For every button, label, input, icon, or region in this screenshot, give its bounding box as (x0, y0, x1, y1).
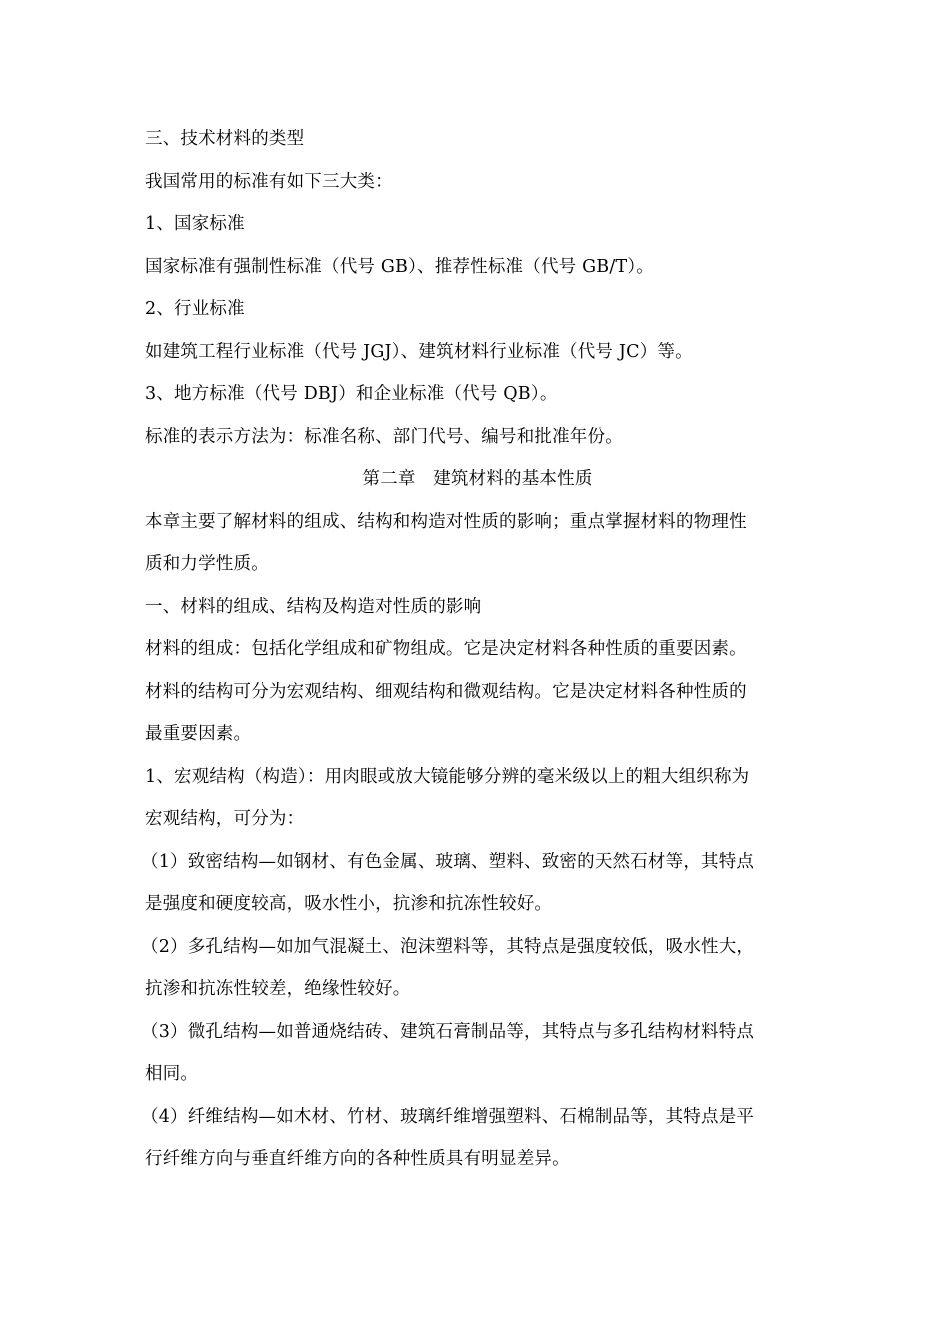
list-item-line: （4）纤维结构—如木材、竹材、玻璃纤维增强塑料、石棉制品等，其特点是平 (141, 1106, 755, 1127)
section-heading: 一、材料的组成、结构及构造对性质的影响 (145, 596, 482, 617)
paragraph-line: 材料的结构可分为宏观结构、细观结构和微观结构。它是决定材料各种性质的 (145, 681, 747, 702)
paragraph-line: 相同。 (145, 1064, 199, 1084)
paragraph-line: 如建筑工程行业标准（代号 JGJ）、建筑材料行业标准（代号 JC）等。 (145, 341, 693, 362)
paragraph-line: 抗渗和抗冻性较差，绝缘性较好。 (145, 979, 411, 999)
chapter-title: 第二章 建筑材料的基本性质 (362, 469, 593, 489)
paragraph-line: 材料的组成：包括化学组成和矿物组成。它是决定材料各种性质的重要因素。 (145, 639, 747, 659)
paragraph-line: 标准的表示方法为：标准名称、部门代号、编号和批准年份。 (145, 426, 623, 447)
list-heading: 1、国家标准 (145, 214, 245, 234)
paragraph-line: 我国常用的标准有如下三大类： (145, 171, 393, 192)
list-item-line: （2）多孔结构—如加气混凝土、泡沫塑料等，其特点是强度较低，吸水性大， (141, 936, 755, 957)
list-heading: 3、地方标准（代号 DBJ）和企业标准（代号 QB）。 (145, 384, 558, 404)
paragraph-line: 是强度和硬度较高，吸水性小，抗渗和抗冻性较好。 (145, 894, 553, 914)
paragraph-line: 国家标准有强制性标准（代号 GB）、推荐性标准（代号 GB/T）。 (145, 256, 654, 277)
paragraph-line: 宏观结构，可分为： (145, 809, 305, 829)
paragraph-line: 质和力学性质。 (145, 554, 269, 574)
paragraph-line: 本章主要了解材料的组成、结构和构造对性质的影响；重点掌握材料的物理性 (145, 511, 747, 532)
section-heading: 三、技术材料的类型 (145, 129, 305, 149)
document-page (141, 118, 810, 1181)
list-item-line: （3）微孔结构—如普通烧结砖、建筑石膏制品等，其特点与多孔结构材料特点 (141, 1021, 755, 1042)
paragraph-line: 最重要因素。 (145, 724, 252, 744)
list-heading: 2、行业标准 (145, 299, 245, 319)
list-item-line: （1）致密结构—如钢材、有色金属、玻璃、塑料、致密的天然石材等，其特点 (141, 851, 755, 872)
paragraph-line: 1、宏观结构（构造）：用肉眼或放大镜能够分辨的毫米级以上的粗大组织称为 (145, 766, 750, 787)
paragraph-line: 行纤维方向与垂直纤维方向的各种性质具有明显差异。 (145, 1149, 570, 1169)
